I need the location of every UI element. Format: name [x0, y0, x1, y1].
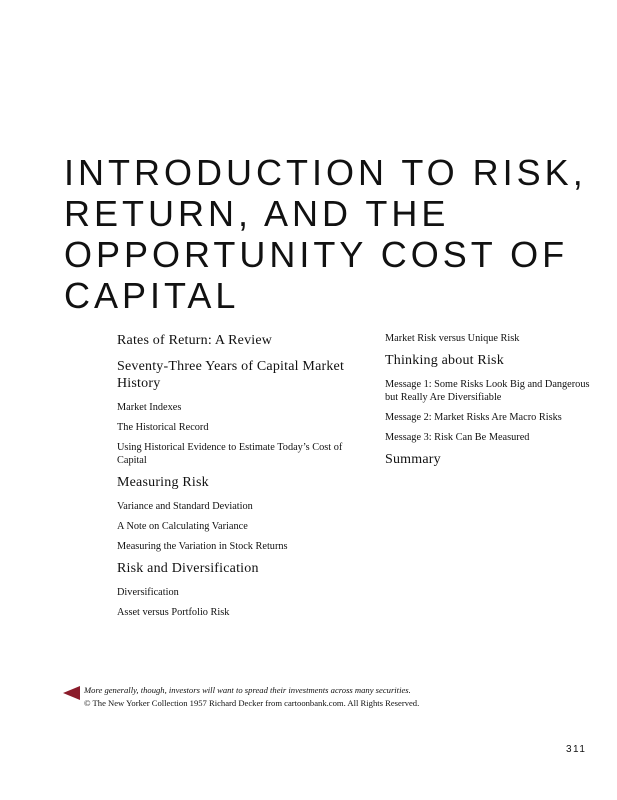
toc-left-column: [117, 332, 347, 626]
toc-subsection: Variance and Standard Deviation: [117, 501, 253, 512]
caption-pointer-icon: [63, 686, 80, 700]
toc-subsection: Using Historical Evidence to Estimate Today’s Cost of Capital: [117, 442, 343, 466]
toc-section-heading: Rates of Return: A Review: [117, 333, 273, 348]
toc-section-heading: Risk and Diversification: [117, 561, 259, 576]
toc-subsection: Message 1: Some Risks Look Big and Dangerous but Really Are Diversifiable: [385, 379, 590, 403]
chapter-title-line: INTRODUCTION TO RISK,: [64, 152, 587, 193]
chapter-title-line: RETURN, AND THE: [64, 193, 450, 234]
chapter-title: [64, 152, 587, 316]
toc-subsection: Message 3: Risk Can Be Measured: [385, 432, 530, 443]
toc-right-column: [385, 332, 600, 477]
toc-subsection: Message 2: Market Risks Are Macro Risks: [385, 412, 562, 423]
toc-subsection: Market Risk versus Unique Risk: [385, 333, 520, 344]
toc-section-heading: Seventy-Three Years of Capital Market History: [117, 359, 345, 391]
page-number: 311: [566, 744, 587, 755]
toc-section-heading: Measuring Risk: [117, 475, 209, 490]
chapter-title-line: CAPITAL: [64, 275, 240, 316]
toc-subsection: Asset versus Portfolio Risk: [117, 607, 230, 618]
toc-section-heading: Thinking about Risk: [385, 353, 504, 368]
toc-subsection: A Note on Calculating Variance: [117, 521, 248, 532]
toc-subsection: Market Indexes: [117, 402, 182, 413]
toc-section-heading: Summary: [385, 452, 441, 467]
toc-subsection: Diversification: [117, 587, 179, 598]
caption-text: More generally, though, investors will want to spread their investments across many securities.: [84, 685, 411, 695]
chapter-title-line: OPPORTUNITY COST OF: [64, 234, 569, 275]
caption-credit: © The New Yorker Collection 1957 Richard Decker from cartoonbank.com. All Rights Reserved.: [84, 698, 420, 708]
toc-subsection: The Historical Record: [117, 422, 209, 433]
toc-subsection: Measuring the Variation in Stock Returns: [117, 541, 288, 552]
